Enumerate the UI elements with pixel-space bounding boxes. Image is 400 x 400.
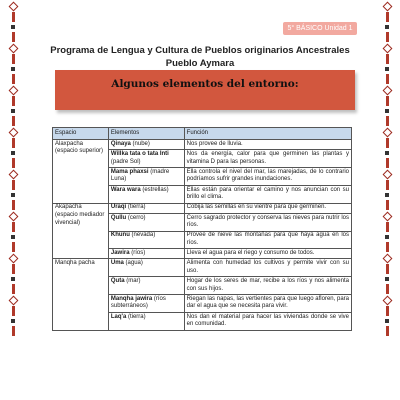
element-term: Laq'a [110,313,127,320]
border-ornament [386,180,389,190]
page-header [40,44,360,70]
element-cell [108,277,184,295]
function-cell: Provee de nieve las montañas para que haya agua en los ríos. [184,231,351,249]
function-cell: Riegan las napas, las vertientes para que luego afloren, para dar el agua que se necesita para vivir. [184,295,351,313]
border-ornament [12,200,15,210]
border-ornament [385,151,389,155]
border-ornament [385,193,389,197]
element-term: Qinaya [110,140,131,147]
border-ornament [385,109,389,113]
border-ornament [386,32,389,42]
function-cell: Nos provee de lluvia. [184,140,351,150]
element-gloss: (tierra) [126,204,146,211]
border-ornament [386,54,389,64]
border-ornament [8,128,18,138]
border-ornament [8,2,18,12]
column-header-elementos: Elementos [108,128,184,140]
border-ornament [386,116,389,126]
element-gloss: (tierra) [126,313,146,320]
header-line-1: Programa de Lengua y Cultura de Pueblos originarios Ancestrales [50,45,350,56]
function-cell: Nos da energía, calor para que germinen las plantas y vitamina D para las personas. [184,150,351,168]
element-gloss: (padre Sol) [110,158,141,165]
border-ornament [385,277,389,281]
space-subtitle: (espacio superior) [55,148,104,155]
border-ornament [382,296,392,306]
elements-table [52,127,352,331]
decorative-border-left [8,0,18,400]
table-header-row [53,128,352,140]
element-cell [108,259,184,277]
border-ornament [385,67,389,71]
title-banner [55,70,355,110]
table-row [53,259,352,277]
border-ornament [8,296,18,306]
border-ornament [386,158,389,168]
border-ornament [12,158,15,168]
border-ornament [12,264,15,274]
banner-title: Algunos elementos del entorno: [111,78,299,90]
element-term: Mama phaxsi [110,168,149,175]
space-cell [53,259,109,330]
border-ornament [8,86,18,96]
border-ornament [11,151,15,155]
border-ornament [386,12,389,22]
border-ornament [12,242,15,252]
element-term: Uma [110,260,124,267]
border-ornament [12,54,15,64]
function-cell: Alimenta con humedad los cultivos y permite vivir con su uso. [184,259,351,277]
space-name: Alaxpacha [55,140,84,147]
border-ornament [386,284,389,294]
border-ornament [382,86,392,96]
border-ornament [8,212,18,222]
element-term: Willka tata o tata Inti [110,150,169,157]
column-header-espacio: Espacio [53,128,109,140]
border-ornament [12,12,15,22]
element-gloss: (ríos) [129,250,146,257]
border-ornament [386,200,389,210]
border-ornament [386,326,389,336]
element-cell [108,203,184,213]
border-ornament [11,235,15,239]
border-ornament [12,138,15,148]
element-term: Khunu [110,232,130,239]
border-ornament [386,242,389,252]
element-cell [108,213,184,231]
decorative-border-right [382,0,392,400]
border-ornament [385,235,389,239]
unit-tag: 5° BÁSICO Unidad 1 [283,22,357,35]
function-cell: Lleva el agua para el riego y consumo de todos. [184,249,351,259]
border-ornament [382,254,392,264]
element-gloss: (nube) [130,140,150,147]
function-cell: Cobija las semillas en su vientre para que germinen. [184,203,351,213]
space-cell [53,140,109,204]
element-cell [108,150,184,168]
border-ornament [386,96,389,106]
border-ornament [12,96,15,106]
element-cell [108,167,184,185]
border-ornament [12,222,15,232]
element-term: Qullu [110,214,127,221]
border-ornament [11,25,15,29]
border-ornament [8,170,18,180]
border-ornament [386,264,389,274]
table-row [53,140,352,150]
element-cell [108,249,184,259]
border-ornament [11,109,15,113]
border-ornament [382,170,392,180]
element-gloss: (cerro) [126,214,146,221]
function-cell: Hogar de los seres de mar, recibe a los ríos y nos alimenta con sus hijos. [184,277,351,295]
border-ornament [11,193,15,197]
border-ornament [11,319,15,323]
border-ornament [12,74,15,84]
element-term: Manqha jawira [110,295,153,302]
element-cell [108,295,184,313]
element-gloss: (estrellas) [140,186,169,193]
function-cell: Cerro sagrado protector y conserva las nieves para nutrir los ríos. [184,213,351,231]
border-ornament [382,212,392,222]
function-cell: Ella controla el nivel del mar, las marejadas, de lo contrario podríamos sufrir grandes inundaciones. [184,167,351,185]
border-ornament [386,306,389,316]
function-cell: Ellas están para orientar el camino y nos anuncian con su brillo el clima. [184,185,351,203]
table-row [53,203,352,213]
border-ornament [12,284,15,294]
border-ornament [11,67,15,71]
element-gloss: (nevada) [129,232,156,239]
function-cell: Nos dan el material para hacer las viviendas donde se vive en comunidad. [184,312,351,330]
border-ornament [386,222,389,232]
border-ornament [382,2,392,12]
space-name: Akapacha [55,204,82,211]
element-term: Wara wara [110,186,141,193]
border-ornament [382,44,392,54]
space-subtitle: (espacio mediador vivencial) [55,211,105,226]
border-ornament [11,277,15,281]
border-ornament [12,180,15,190]
element-term: Jawira [110,250,130,257]
border-ornament [12,116,15,126]
border-ornament [386,74,389,84]
space-name: Manqha pacha [55,260,95,267]
border-ornament [12,32,15,42]
element-gloss: (mar) [124,278,141,285]
header-line-2: Pueblo Aymara [165,58,235,69]
border-ornament [385,25,389,29]
border-ornament [8,254,18,264]
element-cell [108,312,184,330]
element-cell [108,231,184,249]
border-ornament [12,306,15,316]
element-term: Uraqi [110,204,127,211]
border-ornament [382,128,392,138]
column-header-funcion: Función [184,128,351,140]
border-ornament [8,44,18,54]
element-cell [108,140,184,150]
border-ornament [386,138,389,148]
border-ornament [385,319,389,323]
element-gloss: (madre Luna) [110,168,170,183]
border-ornament [12,326,15,336]
space-cell [53,203,109,259]
element-gloss: (ríos subterráneos) [110,295,166,310]
element-term: Quta [110,278,125,285]
element-gloss: (agua) [123,260,143,267]
element-cell [108,185,184,203]
